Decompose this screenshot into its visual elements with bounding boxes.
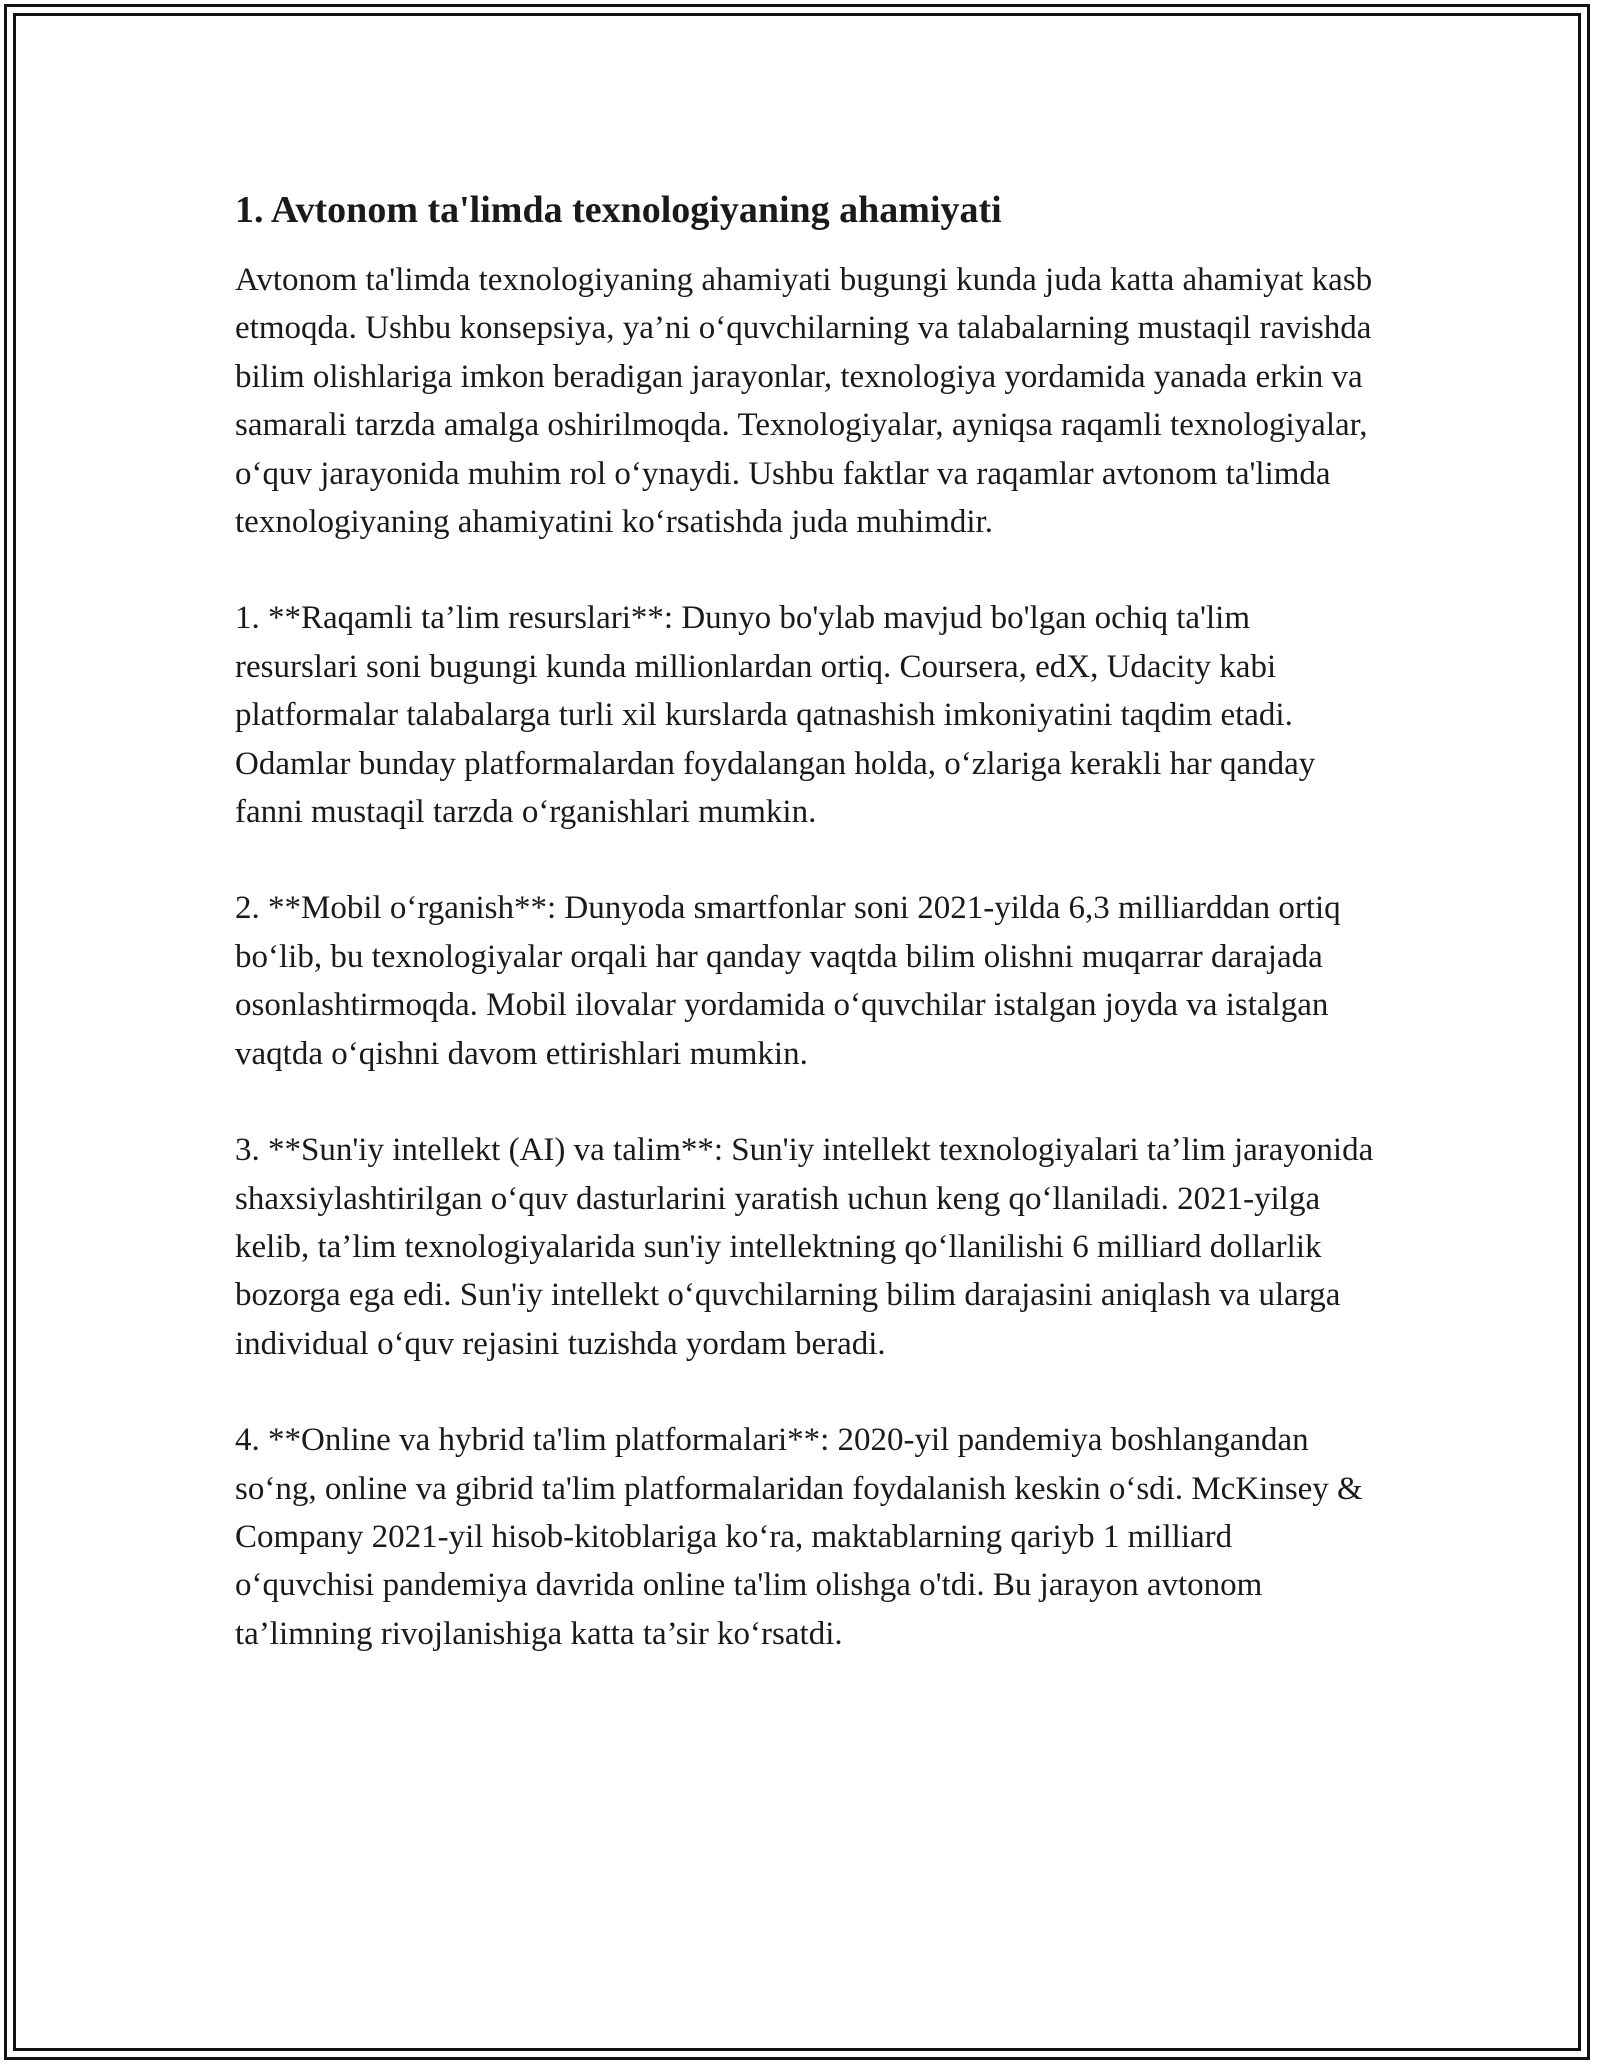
list-item: 1. **Raqamli ta’lim resurslari**: Dunyo bo'ylab mavjud bo'lgan ochiq ta'lim resurslari soni bugungi kunda millionlardan ortiq. Coursera, edX, Udacity kabi platformalar talabalarga turli xil kurslarda qatnashish imkoniyatini taqdim etadi. Odamlar bunday platformalardan foydalangan holda, o‘zlariga kerakli har qanday fanni mustaqil tarzda o‘rganishlari mumkin.: [235, 600, 1316, 831]
list-item: 4. **Online va hybrid ta'lim platformalari**: 2020-yil pandemiya boshlangandan so‘ng, online va gibrid ta'lim platformalaridan foydalanish keskin o‘sdi. McKinsey & Company 2021-yil hisob-kitoblariga ko‘ra, maktablarning qariyb 1 milliard o‘quvchisi pandemiya davrida online ta'lim olishga o'tdi. Bu jarayon avtonom ta’limning rivojlanishiga katta ta’sir ko‘rsatdi.: [235, 1422, 1363, 1652]
intro-paragraph: Avtonom ta'limda texnologiyaning ahamiyati bugungi kunda juda katta ahamiyat kasb etmoqda. Ushbu konsepsiya, ya’ni o‘quvchilarning va talabalarning mustaqil ravishda bilim olishlariga imkon beradigan jarayonlar, texnologiya yordamida yanada erkin va samarali tarzda amalga oshirilmoqda. Texnologiyalar, ayniqsa raqamli texnologiyalar, o‘quv jarayonida muhim rol o‘ynaydi. Ushbu faktlar va raqamlar avtonom ta'limda texnologiyaning ahamiyatini ko‘rsatishda juda muhimdir.: [235, 262, 1373, 541]
document-body: [235, 186, 1375, 1658]
list-item: 2. **Mobil o‘rganish**: Dunyoda smartfonlar soni 2021-yilda 6,3 milliarddan ortiq bo‘lib, bu texnologiyalar orqali har qanday vaqtda bilim olishni muqarrar darajada osonlashtirmoqda. Mobil ilovalar yordamida o‘quvchilar istalgan joyda va istalgan vaqtda o‘qishni davom ettirishlari mumkin.: [235, 890, 1341, 1072]
section-heading: 1. Avtonom ta'limda texnologiyaning ahamiyati: [235, 189, 1002, 231]
list-item: 3. **Sun'iy intellekt (AI) va talim**: Sun'iy intellekt texnologiyalari ta’lim jarayonida shaxsiylashtirilgan o‘quv dasturlarini yaratish uchun keng qo‘llaniladi. 2021-yilga kelib, ta’lim texnologiyalarida sun'iy intellektning qo‘llanilishi 6 milliard dollarlik bozorga ega edi. Sun'iy intellekt o‘quvchilarning bilim darajasini aniqlash va ularga individual o‘quv rejasini tuzishda yordam beradi.: [235, 1132, 1374, 1362]
